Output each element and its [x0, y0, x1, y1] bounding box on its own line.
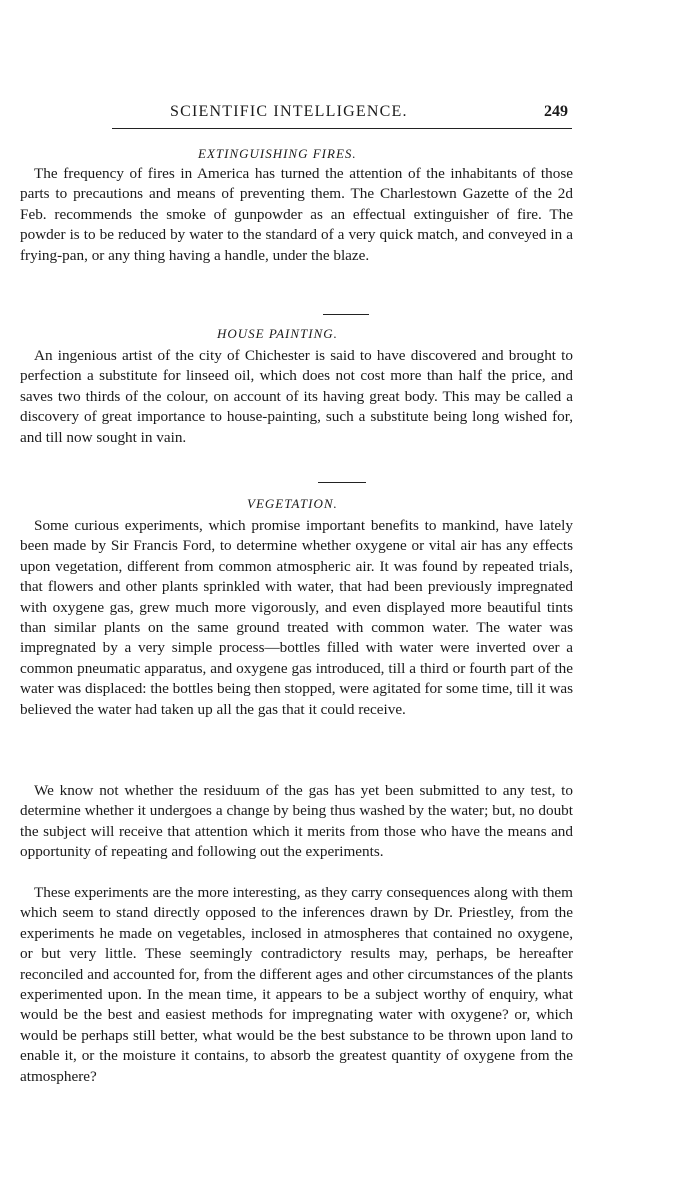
section-heading-extinguishing-fires: EXTINGUISHING FIRES. [198, 146, 357, 161]
section-heading-house-painting: HOUSE PAINTING. [217, 326, 338, 341]
header-rule [112, 128, 572, 129]
section-divider [323, 314, 369, 315]
paragraph-vegetation-3: These experiments are the more interesting, as they carry consequences along with them which seem to stand directly opposed to the inferences drawn by Dr. Priestley, from the experiments he made on vegetables, inclosed in atmospheres that contained no oxygene, or but very little. These seemingly contradictory results may, perhaps, be hereafter reconciled and accounted for, from the different ages and other circumstances of the plants experimented upon. In the mean time, it appears to be a subject worthy of enquiry, what would be the best and easiest methods for impregnating water with oxygene? or, which would be perhaps still better, what would be the best substance to be thrown upon land to enable it, or the moisture it contains, to absorb the greatest quantity of oxygene from the atmosphere? [20, 884, 573, 1085]
paragraph-vegetation-1: Some curious experiments, which promise important benefits to mankind, have lately been made by Sir Francis Ford, to determine whether oxygene or vital air has any effects upon vegetation, different from common atmospheric air. It was found by repeated trials, that flowers and other plants sprinkled with water, that had been previously impregnated with oxygene gas, grew much more vigorously, and even displayed more beautiful tints than similar plants on the same ground treated with common water. The water was impregnated by a very simple process—bottles filled with water were inverted over a common pneumatic apparatus, and oxygene gas introduced, till a third or fourth part of the water was displaced: the bottles being then stopped, were agitated for some time, till it was believed the water had taken up all the gas that it could receive. [20, 517, 573, 718]
paragraph-extinguishing-fires: The frequency of fires in America has turned the attention of the inhabitants of those parts to precautions and means of preventing them. The Charlestown Gazette of the 2d Feb. recommends the smoke of gunpowder as an effectual extinguisher of fire. The powder is to be reduced by water to the standard of a very quick match, and conveyed in a frying-pan, or any thing having a handle, under the blaze. [20, 165, 573, 264]
running-head-title: SCIENTIFIC INTELLIGENCE. [170, 103, 408, 120]
section-heading-vegetation: VEGETATION. [247, 496, 338, 511]
section-divider [318, 482, 366, 483]
paragraph-vegetation-2: We know not whether the residuum of the gas has yet been submitted to any test, to determine whether it undergoes a change by being thus washed by the water; but, no doubt the subject will receive that attention which it merits from those who have the means and opportunity of repeating and following out the experiments. [20, 782, 573, 861]
page-number: 249 [544, 103, 568, 120]
paragraph-house-painting: An ingenious artist of the city of Chichester is said to have discovered and brought to perfection a substitute for linseed oil, which does not cost more than half the price, and saves two thirds of the colour, on account of its having great body. This may be called a discovery of great importance to house-painting, such a substitute being long wished for, and till now sought in vain. [20, 347, 573, 446]
